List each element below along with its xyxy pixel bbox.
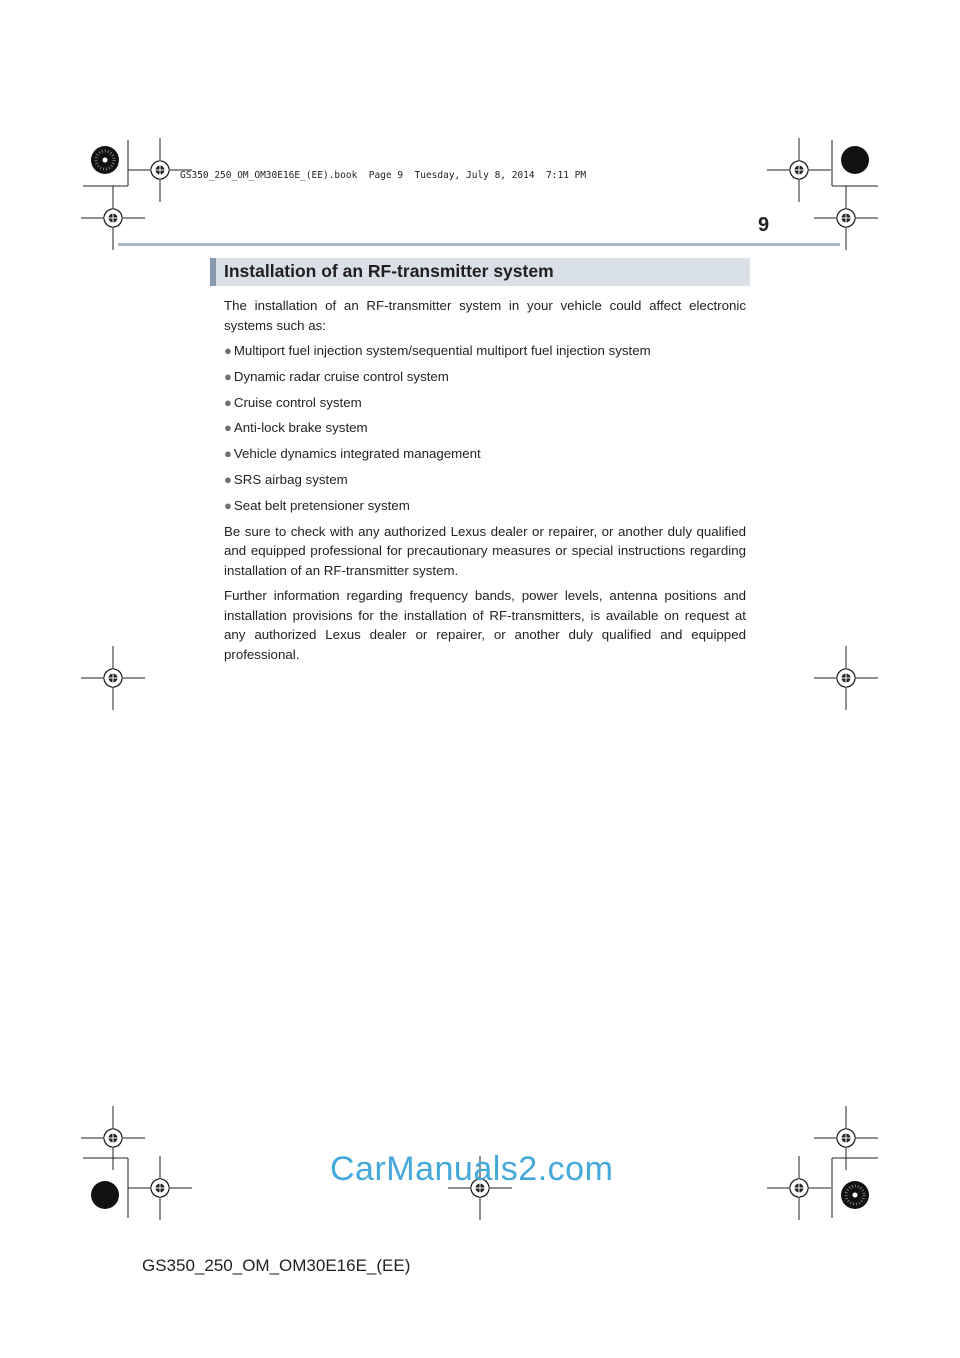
list-item: ● Dynamic radar cruise control system (224, 368, 449, 384)
bullet-icon: ● (224, 471, 232, 487)
bullet-icon: ● (224, 394, 232, 410)
list-item: ● Cruise control system (224, 394, 362, 410)
bullet-icon: ● (224, 420, 232, 436)
list-item: ● Anti-lock brake system (224, 420, 368, 436)
bullet-icon: ● (224, 497, 232, 513)
affected-systems-list (224, 341, 746, 515)
list-item: ● SRS airbag system (224, 471, 348, 487)
top-rule (118, 243, 840, 246)
list-item: ● Multiport fuel injection system/sequential multiport fuel injection system (224, 343, 651, 358)
section-title: Installation of an RF-transmitter system (224, 261, 554, 281)
print-info-line: GS350_250_OM_OM30E16E_(EE).book Page 9 Tuesday, July 8, 2014 7:11 PM (180, 170, 587, 181)
intro-paragraph: The installation of an RF-transmitter system in your vehicle could affect electronic systems such as: (224, 298, 746, 333)
bullet-icon: ● (224, 343, 232, 358)
bullet-icon: ● (224, 446, 232, 462)
section-heading (210, 258, 750, 286)
page-number: 9 (758, 214, 770, 236)
bullet-icon: ● (224, 368, 232, 384)
dealer-check-paragraph: Be sure to check with any authorized Lexus dealer or repairer, or another duly qualified and equipped professional for precautionary measures or special instructions regarding installation of an RF-transmitter system. (224, 523, 746, 578)
watermark-link[interactable]: CarManuals2.com (330, 1150, 614, 1188)
further-info-paragraph: Further information regarding frequency bands, power levels, antenna positions and installation provisions for the installation of RF-transmitters, is available on request at any authorized Lexus dealer or repairer, or another duly qualified and equipped professional. (224, 588, 746, 662)
footer-document-code: GS350_250_OM_OM30E16E_(EE) (142, 1256, 411, 1275)
list-item: ● Seat belt pretensioner system (224, 497, 410, 513)
section-body (224, 296, 746, 670)
list-item: ● Vehicle dynamics integrated management (224, 446, 481, 462)
